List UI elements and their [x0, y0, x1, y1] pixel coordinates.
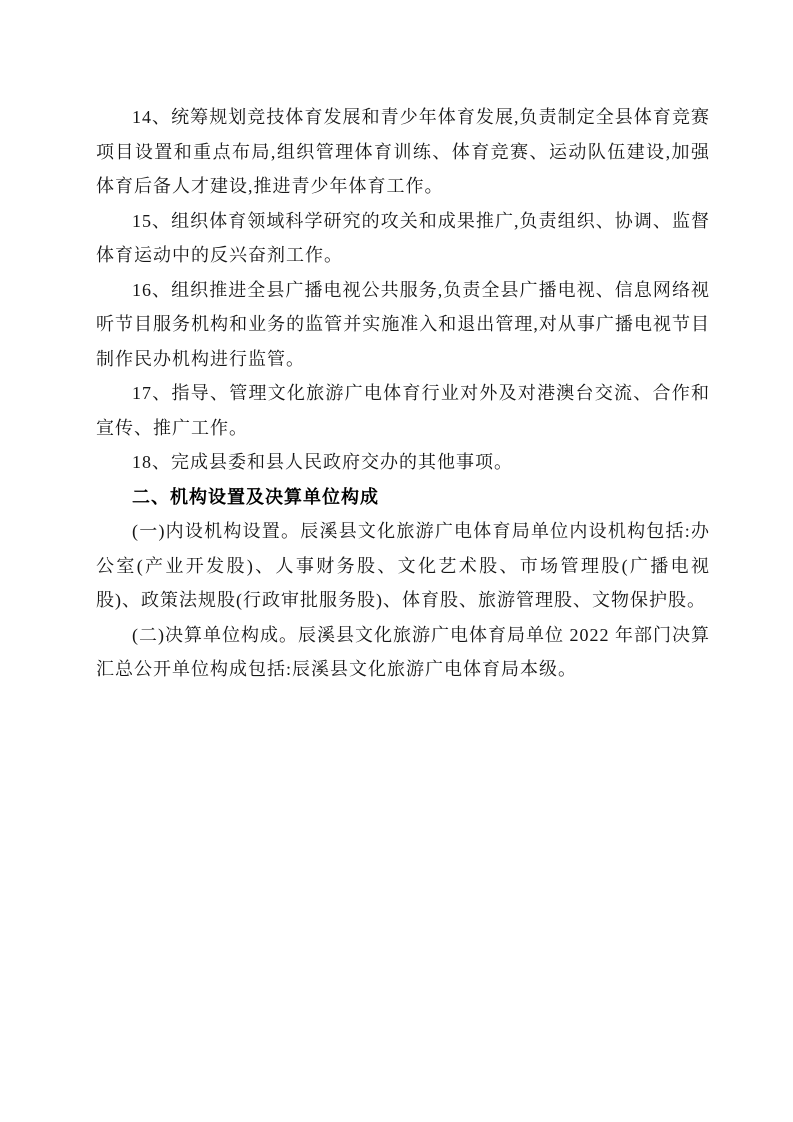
document-text-block — [96, 100, 710, 687]
paragraph-duty-18: 18、完成县委和县人民政府交办的其他事项。 — [132, 452, 513, 472]
paragraph-duty-17: 17、指导、管理文化旅游广电体育行业对外及对港澳台交流、合作和宣传、推广工作。 — [96, 383, 710, 438]
paragraph-duty-14: 14、统筹规划竞技体育发展和青少年体育发展,负责制定全县体育竞赛项目设置和重点布局,组织管理体育训练、体育竞赛、运动队伍建设,加强体育后备人才建设,推进青少年体育工作。 — [96, 107, 710, 196]
paragraph-internal-org: (一)内设机构设置。辰溪县文化旅游广电体育局单位内设机构包括:办公室(产业开发股)、人事财务股、文化艺术股、市场管理股(广播电视股)、政策法规股(行政审批服务股)、体育股、旅游管理股、文物保护股。 — [96, 521, 710, 610]
paragraph-duty-15: 15、组织体育领域科学研究的攻关和成果推广,负责组织、协调、监督体育运动中的反兴奋剂工作。 — [96, 210, 710, 265]
paragraph-duty-16: 16、组织推进全县广播电视公共服务,负责全县广播电视、信息网络视听节目服务机构和业务的监管并实施准入和退出管理,对从事广播电视节目制作民办机构进行监管。 — [96, 279, 710, 369]
paragraph-unit-composition: (二)决算单位构成。辰溪县文化旅游广电体育局单位 2022 年部门决算汇总公开单位构成包括:辰溪县文化旅游广电体育局本级。 — [96, 624, 710, 679]
section-heading-org-structure: 二、机构设置及决算单位构成 — [132, 486, 379, 507]
